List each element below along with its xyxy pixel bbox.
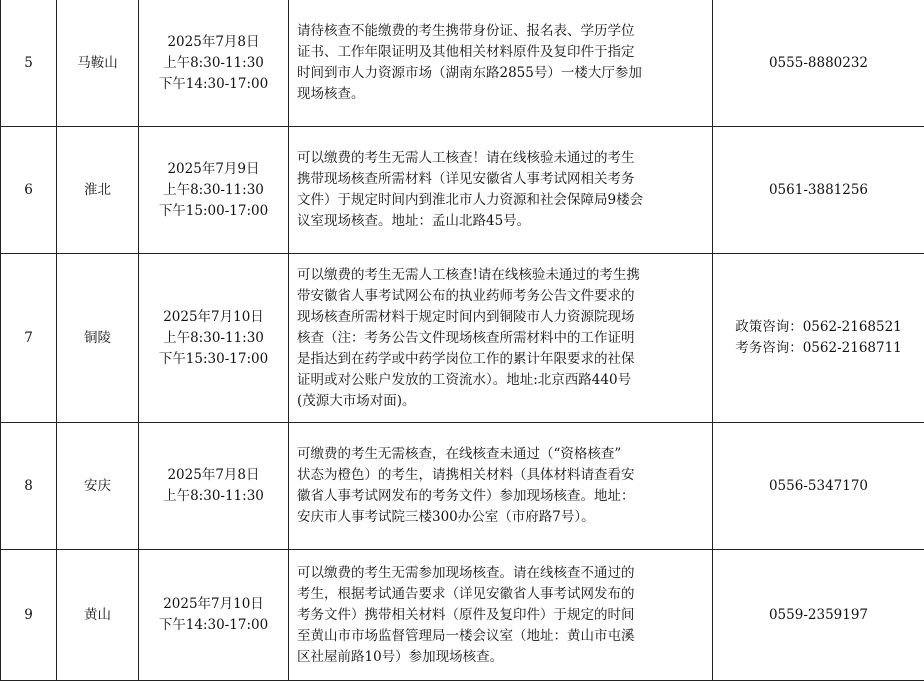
contact-phone [713, 127, 924, 254]
phone-line: 考务咨询：0562-2168711 [735, 338, 902, 359]
desc-line: 证书、工作年限证明及其他相关材料原件及复印件于指定 [297, 42, 704, 63]
time-line: 上午8:30-11:30 [139, 486, 288, 507]
verification-time [139, 423, 289, 550]
desc-line: 现场核查。 [297, 84, 704, 105]
contact-phone [713, 550, 924, 681]
city-name: 黄山 [57, 550, 139, 681]
phone-group [735, 317, 902, 359]
time-line: 上午8:30-11:30 [139, 328, 288, 349]
time-line: 下午15:00-17:00 [139, 201, 288, 222]
row-index: 9 [1, 550, 57, 681]
desc-line: 现场核查所需材料于规定时间内到铜陵市人力资源院现场 [297, 307, 704, 328]
verification-time [139, 550, 289, 681]
verification-description [289, 254, 713, 423]
city-name: 铜陵 [57, 254, 139, 423]
row-index: 6 [1, 127, 57, 254]
desc-line: 安庆市人事考试院三楼300办公室（市府路7号）。 [297, 507, 704, 528]
contact-phone [713, 0, 924, 127]
table-row [1, 423, 924, 550]
desc-line: (茂源大市场对面)。 [297, 391, 704, 412]
table-row [1, 550, 924, 681]
desc-line: 可以缴费的考生无需人工核查！请在线核验未通过的考生 [297, 148, 704, 169]
time-line: 下午15:30-17:00 [139, 349, 288, 370]
verification-description [289, 423, 713, 550]
phone-line: 政策咨询：0562-2168521 [735, 317, 902, 338]
verification-time [139, 127, 289, 254]
phone-line: 0556-5347170 [713, 476, 924, 497]
verification-time [139, 0, 289, 127]
contact-phone [713, 254, 924, 423]
time-line: 2025年7月10日 [139, 594, 288, 615]
desc-line: 证明或对公账户发放的工资流水）。地址:北京西路440号 [297, 370, 704, 391]
table-row [1, 127, 924, 254]
desc-line: 可缴费的考生无需核查，在线核查未通过（“资格核查” [297, 444, 704, 465]
row-index: 8 [1, 423, 57, 550]
time-line: 下午14:30-17:00 [139, 615, 288, 636]
verification-description [289, 550, 713, 681]
desc-line: 携带现场核查所需材料（详见安徽省人事考试网相关考务 [297, 169, 704, 190]
verification-description [289, 127, 713, 254]
desc-line: 考生，根据考试通告要求（详见安徽省人事考试网发布的 [297, 584, 704, 605]
row-index: 7 [1, 254, 57, 423]
desc-line: 区社屋前路10号）参加现场核查。 [297, 647, 704, 668]
time-line: 2025年7月8日 [139, 465, 288, 486]
contact-phone [713, 423, 924, 550]
time-line: 上午8:30-11:30 [139, 180, 288, 201]
desc-line: 请待核查不能缴费的考生携带身份证、报名表、学历学位 [297, 21, 704, 42]
city-name: 安庆 [57, 423, 139, 550]
verification-description [289, 0, 713, 127]
city-name: 淮北 [57, 127, 139, 254]
desc-line: 徽省人事考试网发布的考务文件）参加现场核查。地址： [297, 486, 704, 507]
phone-line: 0559-2359197 [713, 605, 924, 626]
desc-line: 时间到市人力资源市场（湖南东路2855号）一楼大厅参加 [297, 63, 704, 84]
table-body [1, 0, 924, 681]
desc-line: 议室现场核查。地址：孟山北路45号。 [297, 211, 704, 232]
time-line: 2025年7月8日 [139, 32, 288, 53]
table-row [1, 0, 924, 127]
desc-line: 考务文件）携带相关材料（原件及复印件）于规定的时间 [297, 605, 704, 626]
desc-line: 文件）于规定时间内到淮北市人力资源和社会保障局9楼会 [297, 190, 704, 211]
phone-line: 0555-8880232 [713, 53, 924, 74]
table-row [1, 254, 924, 423]
desc-line: 核查（注：考务公告文件现场核查所需材料中的工作证明 [297, 328, 704, 349]
row-index: 5 [1, 0, 57, 127]
time-line: 2025年7月10日 [139, 307, 288, 328]
time-line: 2025年7月9日 [139, 159, 288, 180]
desc-line: 带安徽省人事考试网公布的执业药师考务公告文件要求的 [297, 286, 704, 307]
desc-line: 状态为橙色）的考生，请携相关材料（具体材料请查看安 [297, 465, 704, 486]
time-line: 下午14:30-17:00 [139, 74, 288, 95]
time-line: 上午8:30-11:30 [139, 53, 288, 74]
verification-time [139, 254, 289, 423]
city-name: 马鞍山 [57, 0, 139, 127]
desc-line: 可以缴费的考生无需人工核查!请在线核验未通过的考生携 [297, 265, 704, 286]
desc-line: 可以缴费的考生无需参加现场核查。请在线核查不通过的 [297, 563, 704, 584]
desc-line: 是指达到在药学或中药学岗位工作的累计年限要求的社保 [297, 349, 704, 370]
phone-line: 0561-3881256 [713, 180, 924, 201]
desc-line: 至黄山市市场监督管理局一楼会议室（地址：黄山市屯溪 [297, 626, 704, 647]
